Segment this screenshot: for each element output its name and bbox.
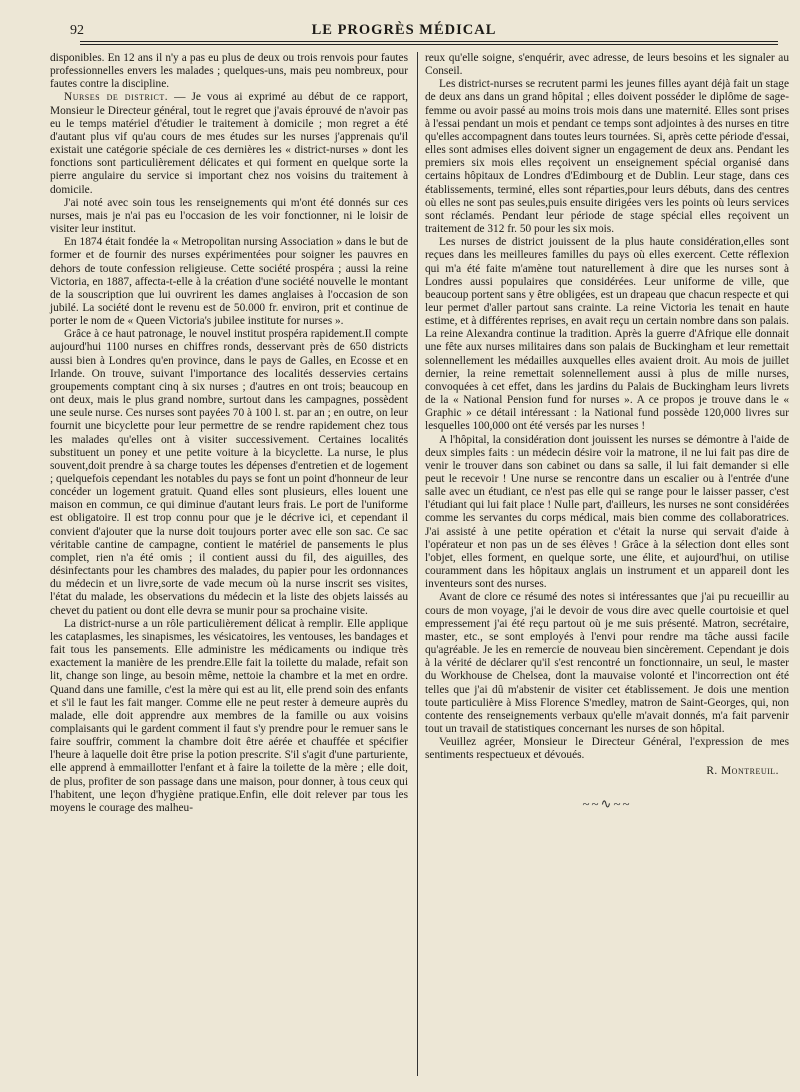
article-body bbox=[50, 52, 789, 1082]
header-rule-double bbox=[80, 44, 778, 45]
end-ornament: ~~∿~~ bbox=[582, 795, 632, 811]
paragraph: disponibles. En 12 ans il n'y a pas eu plus de deux ou trois renvois pour fautes professionnelles envers les malades ; quelques-uns, mais peu nombreux, pour fautes contre la discipline. bbox=[50, 52, 408, 91]
left-column bbox=[50, 52, 408, 815]
column-divider bbox=[417, 52, 418, 1076]
author-signature: R. Montreuil. bbox=[706, 765, 779, 778]
right-column bbox=[425, 52, 789, 810]
paragraph: La district-nurse a un rôle particulièrement délicat à remplir. Elle applique les cataplasmes, les sinapismes, les vésicatoires, les ventouses, les bandages et fait tous les pansements. Elle administre les médicaments ou indique très exactement la manière de les prendre.Elle fait la toilette du malade, refait son lit, change son linge, au besoin même, nettoie la chambre et la met en ordre. Quand dans une famille, c'est la mère qui est au lit, elle prend soin des enfants et s'il le faut les fait manger. Comme elle ne peut rester à demeure auprès du malade, elle doit apprendre aux membres de la famille ou aux voisins complaisants qui le gardent comment il faut s'y prendre pour le remuer sans le faire souffrir, comment la chambre doit être aérée et chauffée et spécifier l'heure à laquelle doit être prise la potion prescrite. S'il s'agit d'une parturiente, elle apprend à emmaillotter l'enfant et à faire la toilette de la mère ; elle doit, de plus, profiter de son passage dans une maison, pour donner, à tous ceux qui l'habitent, une leçon d'hygiène pratique.Enfin, elle doit relever par tous les moyens le courage des malheu- bbox=[50, 617, 408, 814]
running-head bbox=[30, 22, 778, 44]
section-heading: Nurses de district. bbox=[64, 91, 169, 104]
paragraph-text: — Je vous ai exprimé au début de ce rapport, Monsieur le Directeur général, tout le regret que j'avais éprouvé de n'avoir pas eu le temps matériel d'étudier le traitement à domicile ; mon regret a été d'autant plus vif qu'au cours de mes études sur les nurses j'apprenais qu'il existait une catégorie spéciale de ces dernières les « district-nurses » dont les fonctions sont particulièrement délicates et qui forment en quelque sorte la pierre angulaire du service si important chez nos voisins du traitement à domicile. bbox=[50, 91, 409, 196]
paragraph: J'ai noté avec soin tous les renseignements qui m'ont été donnés sur ces nurses, mais je n'ai pas eu l'occasion de les voir fonctionner, ni le loisir de visiter leur institut. bbox=[50, 196, 408, 236]
closing-paragraph: Veuillez agréer, Monsieur le Directeur Général, l'expression de mes sentiments respectueux et dévoués. bbox=[425, 736, 789, 762]
paragraph: Grâce à ce haut patronage, le nouvel institut prospéra rapidement.Il compte aujourd'hui 1100 nurses en chiffres ronds, desservant près de 650 districts aussi bien à Londres qu'en province, dans le pays de Galles, en Ecosse et en Irlande. On trouve, suivant l'importance des localités desservies certains groupements comptant cinq à six nurses ; d'autres en ont trois; beaucoup en ont deux, mais le plus grand nombre, surtout dans les campagnes, possèdent une seule nurse. Ces nurses sont payées 70 à 100 l. st. par an ; en outre, on leur fournit une bicyclette pour leur permettre de se rendre rapidement chez tous les malades qu'elles ont à visiter successivement. Certaines localités substituent un poney et une petite voiture à la bicyclette. La nurse, le plus souvent,doit prendre à sa charge toutes les dépenses d'entretien et de logement ; quelquefois cependant les notables du pays se font un point d'honneur de leur concéder un logement gratuit. Quand elles sont plusieurs, elles louent une maison en commun, ce qui diminue d'autant leurs frais. Le port de l'uniforme est obligatoire. Il est trop connu pour que je le décrive ici, et cependant il convient d'ajouter que la nurse doit toujours porter avec elle son sac. Ce sac véritable cantine de campagne, contient le matériel de pansements le plus complet, rien n'a été omis ; il contient aussi du fil, des aiguilles, des désinfectants pour les chambres des malades, du papier pour les ordonnances du médecin et un livre,sorte de vade mecum où la nurse inscrit ses visites, l'état du malade, les observations du médecin et la liste des objets laissés au chevet du patient ou dont elle devra se munir pour sa prochaine visite. bbox=[50, 328, 408, 617]
journal-title: LE PROGRÈS MÉDICAL bbox=[311, 22, 497, 38]
paragraph: En 1874 était fondée la « Metropolitan nursing Association » dans le but de former et de fournir des nurses expérimentées pour soigner les pauvres en dehors de toute confession religieuse. Cette société prospéra ; aussi la reine Victoria, en 1887, affecta-t-elle à la création d'une société nouvelle le montant de la souscription que lui ouvrirent les dames anglaises à l'occasion de son jubilé. La société dont le revenu est de 50.000 fr. environ, prit et continue de porter le nom de « Queen Victoria's jubilee institute for nurses ». bbox=[50, 236, 408, 328]
page-number: 92 bbox=[70, 23, 84, 38]
paragraph: Les nurses de district jouissent de la plus haute considération,elles sont reçues dans les meilleures familles du pays où elles exercent. Cette réflexion qui m'a été faite m'amène tout naturellement à dire que les nurses sont à Londres aussi populaires que considérées. Leur uniforme de ville, que beaucoup portent sans y être obligées, est un drapeau que chacun respecte et qui leur permet d'aller partout sans crainte. La reine Victoria les tenait en haute estime, et à différentes reprises, en avait reçu un certain nombre dans son palais. La reine Alexandra continue la tradition. Après la guerre d'Afrique elle donnait une fête aux nurses militaires dans son palais de Buckingham et leur remettait solennellement les médailles auxquelles elles avaient droit. Au mois de juillet dernier, la reine remettait solennellement aussi à plus de mille nurses, convoquées à cet effet, dans les jardins du Palais de Buckingham leurs livrets de la « National Pension fund for nurses ». A ce propos je trouve dans le « Graphic » ce détail intéressant : la National fund possède 120,000 livres sur lesquelles 100,000 ont été versés par les nurses ! bbox=[425, 236, 789, 433]
paragraph: Les district-nurses se recrutent parmi les jeunes filles ayant déjà fait un stage de deux ans dans un grand hôpital ; elles doivent posséder le diplôme de sage-femme ou avoir passé au moins trois mois dans une maternité. Elles sont prises à l'essai pendant un mois et pendant ce temps sont adjointes à des nurses en titre qu'elles accompagnent dans toutes leurs tournées. Si, après cette période d'essai, elles sont admises elles doivent signer un engagement de deux ans. Pendant les premiers six mois elles reçoivent un enseignement spécial organisé dans certains hôpitaux de Londres d'Edimbourg et de Dublin. Leur stage, dans ces établissements, terminé, elles sont réparties,pour leurs débuts, dans des centres où elles ne sont pas seules,puis ensuite dirigées vers les points où leurs services sont réclamés. Pendant leur période de stage spécial elles reçoivent un traitement de 312 fr. 50 pour les six mois. bbox=[425, 78, 789, 236]
paragraph-with-heading bbox=[50, 91, 408, 196]
paragraph: A l'hôpital, la considération dont jouissent les nurses se démontre à l'aide de deux simples faits : un médecin désire voir la matrone, il ne lui fait pas dire de venir le trouver dans son cabinet ou dans sa salle, il lui fait demander si elle peut le recevoir ! Une nurse se rencontre dans un escalier ou à l'entrée d'une salle avec un étudiant, ce n'est pas elle qui se range pour le laisser passer, c'est l'étudiant qui lui fait place ! Nulle part, d'ailleurs, les nurses ne sont considérées comme les servantes du corps médical, mais bien comme des collaboratrices. J'ai assisté à une petite opération et c'était la nurse qui servait d'aide à l'opérateur et non pas un de ses élèves ! Grâce à la sélection dont elles sont l'objet, elles forment, en quelque sorte, une élite, et aujourd'hui, on utilise couramment dans les hôpitaux anglais un instrument et un appareil dont les inventeurs sont des nurses. bbox=[425, 433, 789, 591]
paragraph: Avant de clore ce résumé des notes si intéressantes que j'ai pu recueillir au cours de mon voyage, j'ai le devoir de vous dire avec quelle courtoisie et quel empressement j'ai été reçu partout où je me suis présenté. Matron, secrétaire, master, etc., se sont employés à l'envi pour rendre ma tâche aussi facile qu'agréable. Je les en remercie de nouveau bien sincèrement. Cependant je dois à la vérité de déclarer qu'il s'est rencontré un fonctionnaire, un seul, le master du Workhouse de Chelsea, dont la mauvaise volonté et l'incorrection ont été telles que j'ai dû m'abstenir de visiter cet établissement. Je dois une mention toute particulière à Miss Florence S'medley, matron de Saint-Georges, qui, non contente des renseignements verbaux qu'elle m'avait donnés, m'a fait parvenir tout un travail de statistiques concernant les nurses de son hôpital. bbox=[425, 591, 789, 735]
paragraph: reux qu'elle soigne, s'enquérir, avec adresse, de leurs besoins et les signaler au Conseil. bbox=[425, 52, 789, 78]
header-rule bbox=[80, 41, 778, 42]
